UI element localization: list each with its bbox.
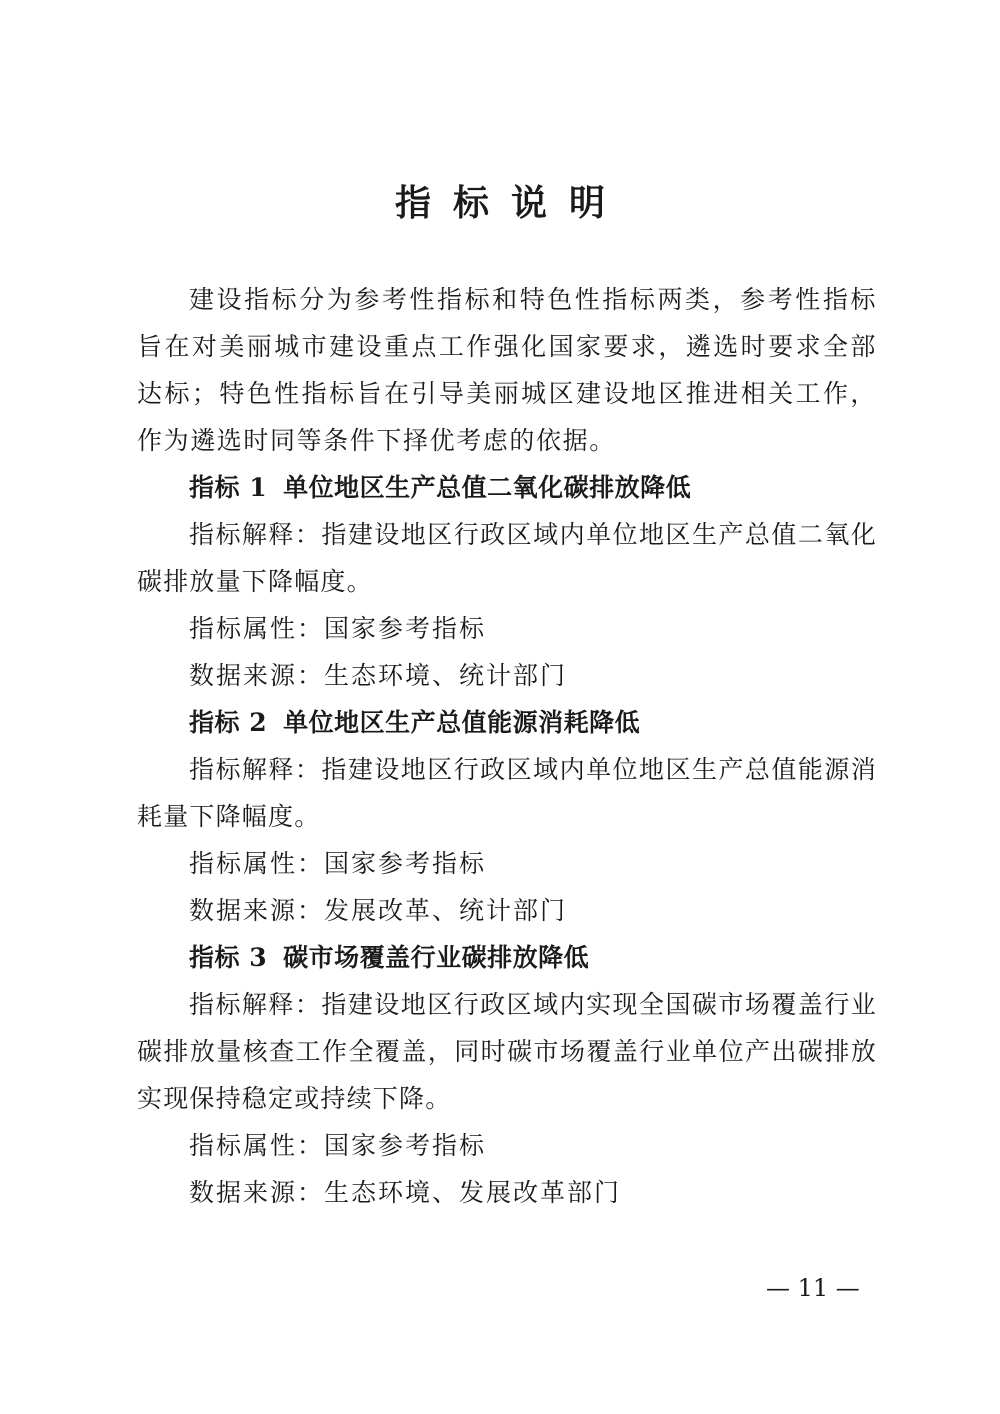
attribute-value: 国家参考指标 <box>324 1131 487 1160</box>
indicator-section <box>137 934 877 1216</box>
attribute-label: 指标属性： <box>189 1131 325 1160</box>
indicator-number: 指标 3 <box>189 943 268 972</box>
indicator-name: 单位地区生产总值二氧化碳排放降低 <box>283 473 692 502</box>
indicator-name: 单位地区生产总值能源消耗降低 <box>283 708 641 737</box>
indicator-section <box>137 699 877 934</box>
indicator-heading <box>137 699 877 746</box>
source-label: 数据来源： <box>189 896 325 925</box>
indicator-attribute <box>137 605 877 652</box>
attribute-value: 国家参考指标 <box>324 849 487 878</box>
attribute-label: 指标属性： <box>189 849 325 878</box>
indicator-explanation <box>137 511 877 605</box>
attribute-value: 国家参考指标 <box>324 614 487 643</box>
indicator-number: 指标 1 <box>189 473 268 502</box>
indicator-heading <box>137 464 877 511</box>
explanation-text: 指建设地区行政区域内实现全国碳市场覆盖行业碳排放量核查工作全覆盖，同时碳市场覆盖行业单位产出碳排放实现保持稳定或持续下降。 <box>137 990 877 1113</box>
indicator-section <box>137 464 877 699</box>
explanation-label: 指标解释： <box>189 755 322 784</box>
indicator-source <box>137 652 877 699</box>
indicator-explanation <box>137 981 877 1122</box>
indicator-source <box>137 887 877 934</box>
source-value: 发展改革、统计部门 <box>324 896 568 925</box>
indicator-source <box>137 1169 877 1216</box>
indicator-heading <box>137 934 877 981</box>
attribute-label: 指标属性： <box>189 614 325 643</box>
indicator-number: 指标 2 <box>189 708 268 737</box>
source-label: 数据来源： <box>189 1178 325 1207</box>
intro-paragraph: 建设指标分为参考性指标和特色性指标两类，参考性指标旨在对美丽城市建设重点工作强化国家要求，遴选时要求全部达标；特色性指标旨在引导美丽城区建设地区推进相关工作，作为遴选时同等条件下择优考虑的依据。 <box>137 285 877 455</box>
source-value: 生态环境、发展改革部门 <box>324 1178 622 1207</box>
document-body <box>137 276 877 1216</box>
page-title: 指标说明 <box>394 182 627 224</box>
indicator-name: 碳市场覆盖行业碳排放降低 <box>283 943 590 972</box>
indicator-explanation <box>137 746 877 840</box>
page-number: — 11 — <box>766 1274 860 1302</box>
explanation-text: 指建设地区行政区域内单位地区生产总值能源消耗量下降幅度。 <box>137 755 877 831</box>
explanation-label: 指标解释： <box>189 990 322 1019</box>
indicator-attribute <box>137 1122 877 1169</box>
source-label: 数据来源： <box>189 661 325 690</box>
indicator-attribute <box>137 840 877 887</box>
explanation-label: 指标解释： <box>189 520 322 549</box>
explanation-text: 指建设地区行政区域内单位地区生产总值二氧化碳排放量下降幅度。 <box>137 520 877 596</box>
source-value: 生态环境、统计部门 <box>324 661 568 690</box>
